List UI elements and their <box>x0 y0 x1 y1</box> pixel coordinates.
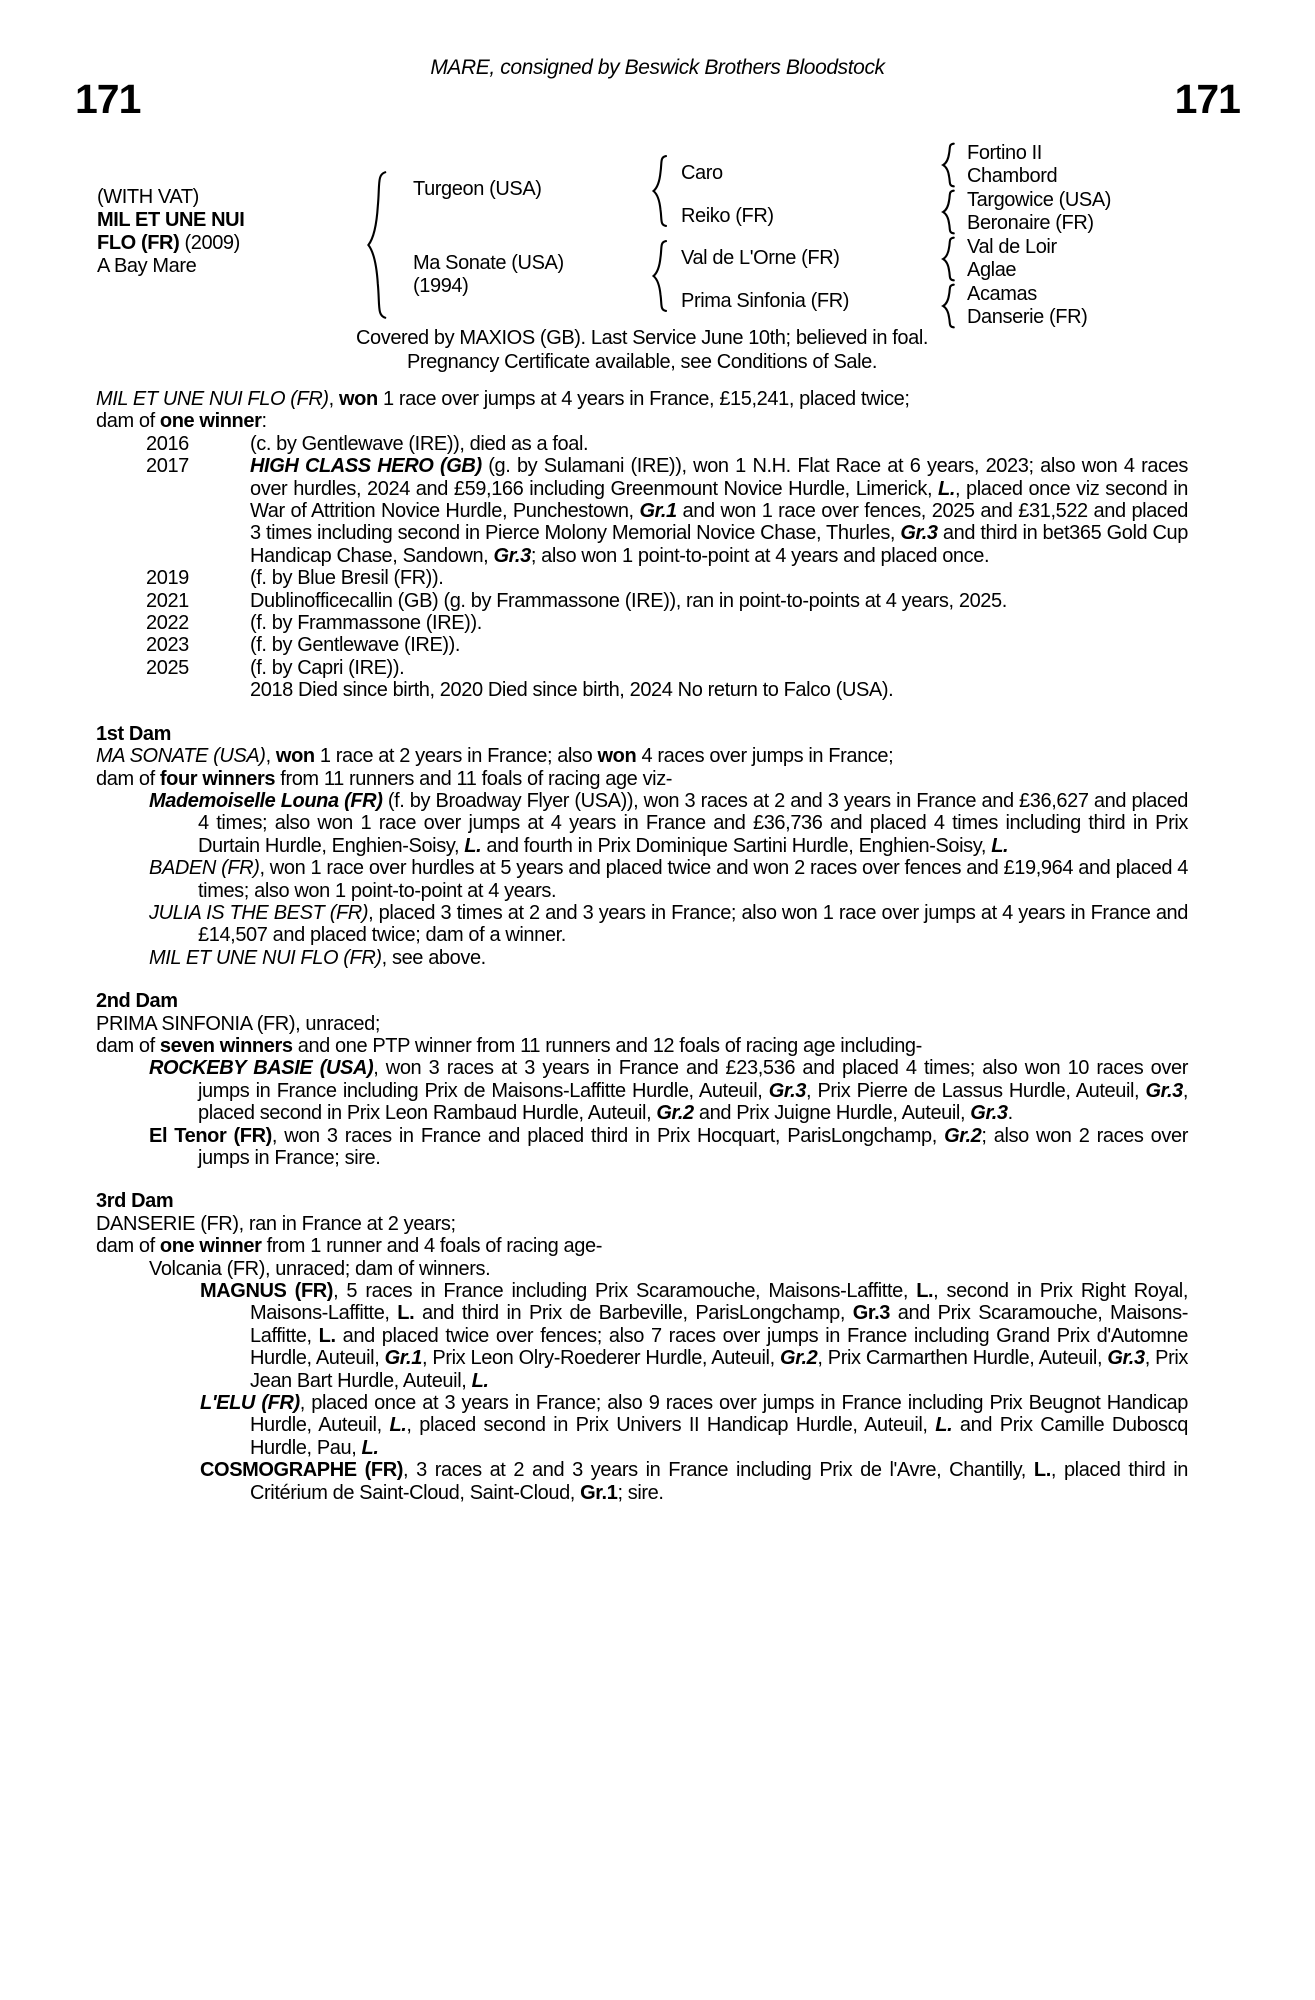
dam-intro-paragraph: PRIMA SINFONIA (FR), unraced; <box>96 1012 381 1035</box>
dam-section <box>96 990 1188 1169</box>
produce-text: (f. by Blue Bresil (FR)). <box>250 567 444 590</box>
produce-text: (c. by Gentlewave (IRE)), died as a foal. <box>250 432 589 455</box>
great-grandparent-name: Val de Loir <box>967 235 1057 258</box>
horse-entry: JULIA IS THE BEST (FR), placed 3 times at 2 and 3 years in France; also won 1 race over jumps at 4 years in France and £14,507 and placed twice; dam of a winner. <box>149 901 1188 947</box>
horse-entry: MIL ET UNE NUI FLO (FR), see above. <box>149 946 486 969</box>
produce-text: Dublinofficecallin (GB) (g. by Frammassone (IRE)), ran in point-to-points at 4 years, 2025. <box>250 589 1007 612</box>
horse-entry: BADEN (FR), won 1 race over hurdles at 5 years and placed twice and won 2 races over fences and £19,964 and placed 4 times; also won 1 point-to-point at 4 years. <box>149 857 1188 902</box>
grandparent-name: Caro <box>681 162 723 184</box>
dam-intro-paragraph: MA SONATE (USA), won 1 race at 2 years in France; also won 4 races over jumps in France; <box>96 745 894 768</box>
great-grandparents-column <box>967 142 1111 330</box>
vat-note: (WITH VAT) <box>97 186 199 208</box>
mare-name-line1: MIL ET UNE NUI <box>97 209 245 231</box>
dam-intro <box>96 745 1188 790</box>
great-grandparent-name: Targowice (USA) <box>967 188 1112 211</box>
produce-record-list <box>96 433 1188 679</box>
produce-text: (f. by Gentlewave (IRE)). <box>250 634 461 657</box>
dam-intro-paragraph: dam of seven winners and one PTP winner from 11 runners and 12 foals of racing age including- <box>96 1034 922 1057</box>
great-grandparent-name: Chambord <box>967 165 1058 188</box>
produce-record <box>96 612 1188 634</box>
dam-intro-paragraph: DANSERIE (FR), ran in France at 2 years; <box>96 1212 456 1235</box>
grandparent-name: Val de L'Orne (FR) <box>681 247 840 270</box>
great-grandparent-name: Fortino II <box>967 142 1042 164</box>
produce-year: 2021 <box>146 589 189 612</box>
produce-record <box>96 455 1188 567</box>
produce-year: 2022 <box>146 612 189 635</box>
horse-entry: L'ELU (FR), placed once at 3 years in France; also 9 races over jumps in France including Prix Beugnot Handicap Hurdle, Auteuil, L., placed second in Prix Univers II Handicap Hurdle, Auteuil, L. and Prix Camille Duboscq Hurdle, Pau, L. <box>200 1392 1189 1459</box>
produce-text: HIGH CLASS HERO (GB) (g. by Sulamani (IRE)), won 1 N.H. Flat Race at 6 years, 2023; also won 4 races over hurdles, 2024 and £59,166 including Greenmount Novice Hurdle, Limerick, L., placed once viz second in War of Attrition Novice Hurdle, Punchestown, Gr.1 and won 1 race over fences, 2025 and £31,522 and placed 3 times including second in Pierce Molony Memorial Novice Chase, Thurles, Gr.3 and third in bet365 Gold Cup Handicap Chase, Sandown, Gr.3; also won 1 point-to-point at 4 years and placed once. <box>250 455 1189 567</box>
horse-entry: ROCKEBY BASIE (USA), won 3 races at 3 years in France and £23,536 and placed 4 times; also won 10 races over jumps in France including Prix de Maisons-Laffitte Hurdle, Auteuil, Gr.3, Prix Pierre de Lassus Hurdle, Auteuil, Gr.3, placed second in Prix Leon Rambaud Hurdle, Auteuil, Gr.2 and Prix Juigne Hurdle, Auteuil, Gr.3. <box>149 1057 1189 1125</box>
produce-year: 2025 <box>146 656 189 679</box>
produce-text: (f. by Capri (IRE)). <box>250 656 405 679</box>
pedigree-brace-dd <box>941 284 958 328</box>
great-grandparent-name: Beronaire (FR) <box>967 212 1094 235</box>
great-grandparent-name: Aglae <box>967 259 1017 282</box>
covering-statement <box>96 327 1188 374</box>
produce-year: 2016 <box>146 432 189 455</box>
race-record-intro <box>96 388 1188 433</box>
pedigree-brace-sd <box>941 190 958 234</box>
great-grandparent-name: Danserie (FR) <box>967 306 1088 329</box>
dam-entries <box>96 790 1188 969</box>
produce-record <box>96 657 1188 679</box>
dam-section <box>96 1190 1188 1504</box>
dam-entries <box>96 1057 1188 1169</box>
produce-record <box>96 590 1188 612</box>
lot-number-left: 171 <box>75 76 141 122</box>
horse-entry: El Tenor (FR), won 3 races in France and placed third in Prix Hocquart, ParisLongchamp, Gr.2; also won 2 races over jumps in France; sire. <box>149 1124 1188 1169</box>
great-grandparent-name: Acamas <box>967 282 1037 305</box>
covering-line-1: Covered by MAXIOS (GB). Last Service June 10th; believed in foal. <box>355 327 929 349</box>
pedigree-brace-dam <box>651 240 671 312</box>
lot-number-right: 171 <box>1174 76 1240 122</box>
dam-entries <box>96 1258 1188 1504</box>
dam-intro-paragraph: dam of one winner from 1 runner and 4 foals of racing age- <box>96 1235 602 1258</box>
dam-intro <box>96 1013 1188 1058</box>
mare-name-line2: FLO (FR) (2009) <box>97 232 240 254</box>
dam-intro-paragraph: dam of four winners from 11 runners and 11 foals of racing age viz- <box>96 767 673 790</box>
produce-year: 2023 <box>146 634 189 657</box>
horse-entry: Mademoiselle Louna (FR) (f. by Broadway Flyer (USA)), won 3 races at 2 and 3 years in France and £36,627 and placed 4 times; also won 1 race over jumps at 4 years in France and £36,736 and placed 4 times including third in Prix Durtain Hurdle, Enghien-Soisy, L. and fourth in Prix Dominique Sartini Hurdle, Enghien-Soisy, L. <box>149 789 1189 857</box>
produce-year: 2019 <box>146 567 189 590</box>
produce-record <box>96 433 1188 455</box>
dam-foaling-year: (1994) <box>413 275 469 297</box>
mare-identity-block <box>97 186 244 278</box>
sire-name: Turgeon (USA) <box>413 178 542 200</box>
pedigree-brace-gen1 <box>365 170 392 320</box>
pedigree-brace-ss <box>941 143 958 187</box>
produce-year: 2017 <box>146 455 189 478</box>
dam-heading: 3rd Dam <box>96 1190 174 1213</box>
grandparent-name: Reiko (FR) <box>681 204 774 227</box>
horse-entry: MAGNUS (FR), 5 races in France including Prix Scaramouche, Maisons-Laffitte, L., second in Prix Right Royal, Maisons-Laffitte, L. and third in Prix de Barbeville, ParisLongchamp, Gr.3 and Prix Scaramouche, Maisons-Laffitte, L. and placed twice over fences; also 7 races over jumps in France including Grand Prix d'Automne Hurdle, Auteuil, Gr.1, Prix Leon Olry-Roederer Hurdle, Auteuil, Gr.2, Prix Carmarthen Hurdle, Auteuil, Gr.3, Prix Jean Bart Hurdle, Auteuil, L. <box>200 1280 1189 1392</box>
mare-description: A Bay Mare <box>97 255 197 277</box>
other-years-note: 2018 Died since birth, 2020 Died since birth, 2024 No return to Falco (USA). <box>250 679 894 702</box>
pedigree-brace-sire <box>651 155 671 227</box>
dam-intro <box>96 1213 1188 1258</box>
grandparents-column <box>681 162 849 333</box>
covering-line-2: Pregnancy Certificate available, see Conditions of Sale. <box>406 350 878 373</box>
produce-record <box>96 567 1188 589</box>
horse-entry: COSMOGRAPHE (FR), 3 races at 2 and 3 years in France including Prix de l'Avre, Chantilly, L., placed third in Critérium de Saint-Cloud, Saint-Cloud, Gr.1; sire. <box>200 1459 1188 1504</box>
dam-heading: 2nd Dam <box>96 990 178 1013</box>
dam-section <box>96 723 1188 969</box>
pedigree-table <box>75 140 1240 355</box>
pedigree-brace-ds <box>941 237 958 281</box>
intro-paragraph: dam of one winner: <box>96 410 267 433</box>
consignor-line: MARE, consigned by Beswick Brothers Bloodstock <box>430 56 885 79</box>
race-record-body <box>96 388 1188 1504</box>
produce-text: (f. by Frammassone (IRE)). <box>250 612 482 635</box>
dam-heading: 1st Dam <box>96 722 172 745</box>
grandparent-name: Prima Sinfonia (FR) <box>681 290 849 313</box>
intro-paragraph: MIL ET UNE NUI FLO (FR), won 1 race over jumps at 4 years in France, £15,241, placed twice; <box>96 388 910 410</box>
dam-name: Ma Sonate (USA) <box>413 252 564 274</box>
produce-record <box>96 634 1188 656</box>
horse-entry: Volcania (FR), unraced; dam of winners. <box>149 1257 491 1280</box>
dam-sections <box>96 723 1188 1504</box>
